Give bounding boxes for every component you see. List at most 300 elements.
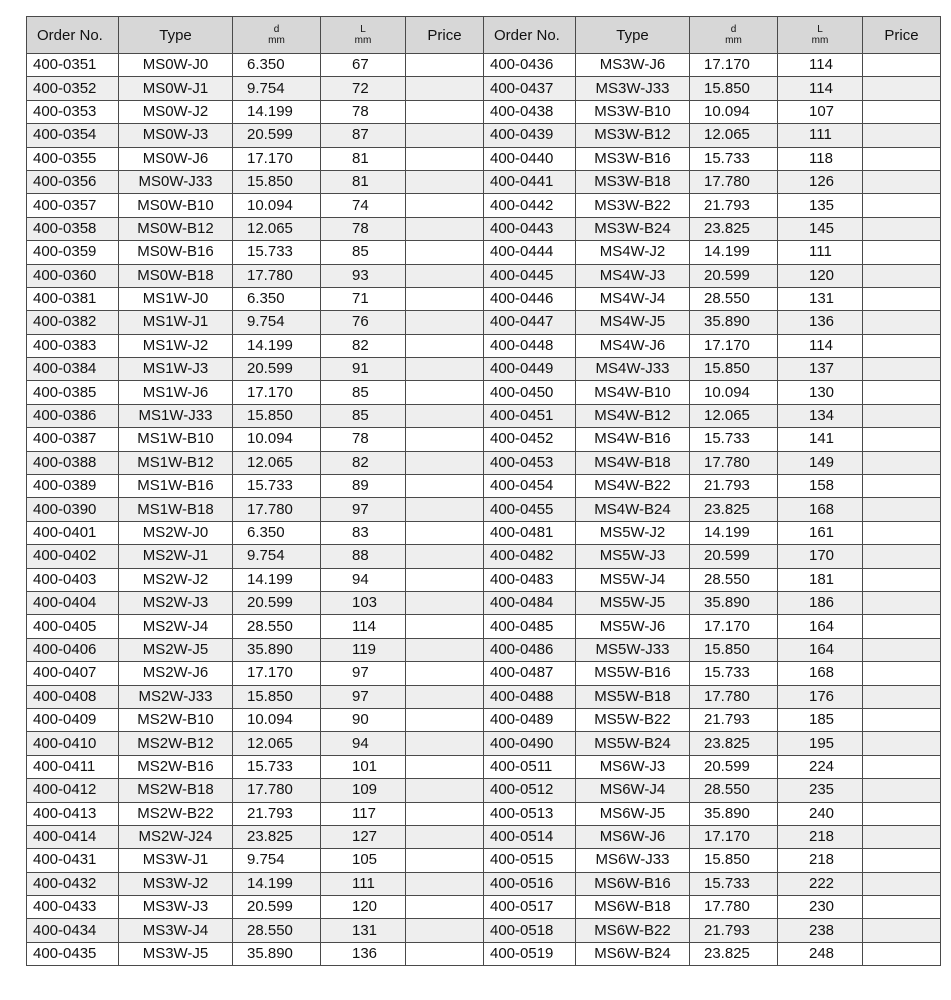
type-cell: MS2W-J24 [119, 825, 233, 848]
type-cell: MS1W-B12 [119, 451, 233, 474]
header-type-right: Type [576, 17, 690, 54]
d-cell: 17.780 [690, 896, 778, 919]
l-cell: 74 [321, 194, 406, 217]
type-cell: MS0W-J3 [119, 124, 233, 147]
l-cell: 94 [321, 732, 406, 755]
d-cell: 21.793 [690, 708, 778, 731]
type-cell: MS1W-J2 [119, 334, 233, 357]
header-d-symbol: d [273, 23, 280, 35]
order-no-cell: 400-0483 [484, 568, 576, 591]
order-no-cell: 400-0402 [27, 545, 119, 568]
l-cell: 78 [321, 100, 406, 123]
order-no-cell: 400-0411 [27, 755, 119, 778]
order-no-cell: 400-0386 [27, 404, 119, 427]
type-cell: MS1W-B10 [119, 428, 233, 451]
type-cell: MS4W-B10 [576, 381, 690, 404]
price-cell [406, 264, 484, 287]
type-cell: MS6W-J6 [576, 825, 690, 848]
type-cell: MS6W-J4 [576, 779, 690, 802]
price-cell [406, 77, 484, 100]
l-cell: 230 [778, 896, 863, 919]
order-no-cell: 400-0481 [484, 521, 576, 544]
order-no-cell: 400-0440 [484, 147, 576, 170]
d-cell: 10.094 [233, 194, 321, 217]
price-cell [406, 896, 484, 919]
table-header [27, 17, 941, 54]
table-row [27, 638, 941, 661]
order-no-cell: 400-0443 [484, 217, 576, 240]
order-no-cell: 400-0408 [27, 685, 119, 708]
order-no-cell: 400-0432 [27, 872, 119, 895]
price-cell [406, 919, 484, 942]
price-cell [406, 545, 484, 568]
l-cell: 78 [321, 428, 406, 451]
price-cell [406, 381, 484, 404]
header-order-no-left: Order No. [27, 17, 119, 54]
d-cell: 15.850 [233, 685, 321, 708]
order-no-cell: 400-0441 [484, 170, 576, 193]
l-cell: 240 [778, 802, 863, 825]
l-cell: 164 [778, 638, 863, 661]
d-cell: 15.733 [690, 872, 778, 895]
price-cell [406, 404, 484, 427]
order-no-cell: 400-0433 [27, 896, 119, 919]
l-cell: 97 [321, 685, 406, 708]
d-cell: 28.550 [233, 615, 321, 638]
table-row [27, 147, 941, 170]
l-cell: 76 [321, 311, 406, 334]
type-cell: MS4W-J2 [576, 241, 690, 264]
type-cell: MS6W-J3 [576, 755, 690, 778]
type-cell: MS3W-J33 [576, 77, 690, 100]
table-row [27, 124, 941, 147]
l-cell: 134 [778, 404, 863, 427]
type-cell: MS6W-B18 [576, 896, 690, 919]
type-cell: MS5W-J6 [576, 615, 690, 638]
d-cell: 15.733 [690, 428, 778, 451]
table-row [27, 404, 941, 427]
order-no-cell: 400-0387 [27, 428, 119, 451]
table-row [27, 849, 941, 872]
order-no-cell: 400-0405 [27, 615, 119, 638]
type-cell: MS1W-B16 [119, 475, 233, 498]
price-cell [406, 521, 484, 544]
d-cell: 17.170 [233, 147, 321, 170]
d-cell: 6.350 [233, 54, 321, 77]
price-cell [406, 498, 484, 521]
price-cell [406, 802, 484, 825]
d-cell: 12.065 [690, 124, 778, 147]
l-cell: 218 [778, 825, 863, 848]
price-cell [863, 311, 941, 334]
order-no-cell: 400-0409 [27, 708, 119, 731]
type-cell: MS6W-B24 [576, 942, 690, 965]
d-cell: 17.170 [233, 662, 321, 685]
table-row [27, 77, 941, 100]
order-no-cell: 400-0437 [484, 77, 576, 100]
price-cell [863, 194, 941, 217]
type-cell: MS3W-J3 [119, 896, 233, 919]
type-cell: MS4W-B16 [576, 428, 690, 451]
l-cell: 145 [778, 217, 863, 240]
d-cell: 21.793 [690, 194, 778, 217]
type-cell: MS3W-J6 [576, 54, 690, 77]
table-row [27, 662, 941, 685]
d-cell: 15.850 [690, 849, 778, 872]
type-cell: MS2W-B22 [119, 802, 233, 825]
order-no-cell: 400-0512 [484, 779, 576, 802]
price-cell [406, 54, 484, 77]
price-cell [863, 287, 941, 310]
table-row [27, 708, 941, 731]
price-cell [863, 147, 941, 170]
l-cell: 119 [321, 638, 406, 661]
d-cell: 20.599 [233, 591, 321, 614]
price-cell [406, 170, 484, 193]
l-cell: 218 [778, 849, 863, 872]
d-cell: 9.754 [233, 545, 321, 568]
price-cell [863, 170, 941, 193]
order-no-cell: 400-0514 [484, 825, 576, 848]
table-row [27, 100, 941, 123]
price-cell [863, 685, 941, 708]
d-cell: 17.780 [233, 498, 321, 521]
order-no-cell: 400-0436 [484, 54, 576, 77]
l-cell: 195 [778, 732, 863, 755]
header-d-left [233, 17, 321, 54]
type-cell: MS5W-J33 [576, 638, 690, 661]
table-row [27, 334, 941, 357]
l-cell: 161 [778, 521, 863, 544]
l-cell: 114 [778, 77, 863, 100]
order-no-cell: 400-0511 [484, 755, 576, 778]
table-row [27, 264, 941, 287]
type-cell: MS2W-B18 [119, 779, 233, 802]
order-no-cell: 400-0447 [484, 311, 576, 334]
l-cell: 81 [321, 147, 406, 170]
price-cell [863, 802, 941, 825]
l-cell: 126 [778, 170, 863, 193]
d-cell: 15.733 [233, 755, 321, 778]
type-cell: MS2W-B10 [119, 708, 233, 731]
price-cell [406, 100, 484, 123]
d-cell: 15.850 [690, 77, 778, 100]
order-no-cell: 400-0388 [27, 451, 119, 474]
table-row [27, 498, 941, 521]
d-cell: 23.825 [233, 825, 321, 848]
price-cell [406, 311, 484, 334]
price-cell [406, 849, 484, 872]
type-cell: MS5W-B24 [576, 732, 690, 755]
l-cell: 118 [778, 147, 863, 170]
order-no-cell: 400-0357 [27, 194, 119, 217]
d-cell: 17.780 [690, 685, 778, 708]
price-cell [863, 849, 941, 872]
l-cell: 186 [778, 591, 863, 614]
d-cell: 15.850 [690, 638, 778, 661]
order-no-cell: 400-0385 [27, 381, 119, 404]
d-cell: 17.170 [690, 54, 778, 77]
d-cell: 10.094 [233, 708, 321, 731]
l-cell: 164 [778, 615, 863, 638]
type-cell: MS2W-B12 [119, 732, 233, 755]
price-cell [863, 358, 941, 381]
l-cell: 120 [778, 264, 863, 287]
type-cell: MS2W-J4 [119, 615, 233, 638]
l-cell: 89 [321, 475, 406, 498]
table-row [27, 942, 941, 965]
type-cell: MS6W-J33 [576, 849, 690, 872]
d-cell: 10.094 [233, 428, 321, 451]
type-cell: MS4W-J5 [576, 311, 690, 334]
order-no-cell: 400-0484 [484, 591, 576, 614]
d-cell: 17.780 [690, 451, 778, 474]
order-no-cell: 400-0445 [484, 264, 576, 287]
l-cell: 235 [778, 779, 863, 802]
l-cell: 158 [778, 475, 863, 498]
price-cell [863, 615, 941, 638]
price-list-table-container [26, 16, 941, 966]
d-cell: 35.890 [690, 311, 778, 334]
price-cell [863, 919, 941, 942]
order-no-cell: 400-0486 [484, 638, 576, 661]
type-cell: MS4W-B18 [576, 451, 690, 474]
order-no-cell: 400-0446 [484, 287, 576, 310]
l-cell: 109 [321, 779, 406, 802]
l-cell: 136 [321, 942, 406, 965]
type-cell: MS5W-J2 [576, 521, 690, 544]
price-cell [863, 381, 941, 404]
order-no-cell: 400-0439 [484, 124, 576, 147]
l-cell: 120 [321, 896, 406, 919]
type-cell: MS0W-B18 [119, 264, 233, 287]
order-no-cell: 400-0412 [27, 779, 119, 802]
d-cell: 20.599 [233, 358, 321, 381]
l-cell: 81 [321, 170, 406, 193]
price-cell [406, 124, 484, 147]
price-cell [406, 779, 484, 802]
type-cell: MS2W-J5 [119, 638, 233, 661]
price-cell [406, 217, 484, 240]
price-cell [863, 77, 941, 100]
table-row [27, 732, 941, 755]
order-no-cell: 400-0515 [484, 849, 576, 872]
price-cell [863, 404, 941, 427]
l-cell: 168 [778, 498, 863, 521]
l-cell: 114 [778, 334, 863, 357]
d-cell: 15.850 [233, 404, 321, 427]
price-cell [406, 638, 484, 661]
price-cell [863, 591, 941, 614]
d-cell: 28.550 [690, 779, 778, 802]
l-cell: 82 [321, 334, 406, 357]
d-cell: 20.599 [233, 124, 321, 147]
table-row [27, 428, 941, 451]
order-no-cell: 400-0482 [484, 545, 576, 568]
order-no-cell: 400-0435 [27, 942, 119, 965]
order-no-cell: 400-0406 [27, 638, 119, 661]
price-cell [406, 942, 484, 965]
d-cell: 23.825 [690, 498, 778, 521]
type-cell: MS5W-J5 [576, 591, 690, 614]
table-row [27, 896, 941, 919]
d-cell: 14.199 [690, 521, 778, 544]
price-cell [406, 147, 484, 170]
table-row [27, 825, 941, 848]
type-cell: MS2W-J0 [119, 521, 233, 544]
l-cell: 181 [778, 568, 863, 591]
order-no-cell: 400-0488 [484, 685, 576, 708]
d-cell: 23.825 [690, 942, 778, 965]
type-cell: MS3W-J4 [119, 919, 233, 942]
order-no-cell: 400-0383 [27, 334, 119, 357]
order-no-cell: 400-0407 [27, 662, 119, 685]
d-cell: 6.350 [233, 521, 321, 544]
l-cell: 101 [321, 755, 406, 778]
table-row [27, 568, 941, 591]
table-row [27, 287, 941, 310]
l-cell: 185 [778, 708, 863, 731]
type-cell: MS3W-J1 [119, 849, 233, 872]
table-row [27, 685, 941, 708]
l-cell: 72 [321, 77, 406, 100]
order-no-cell: 400-0356 [27, 170, 119, 193]
order-no-cell: 400-0358 [27, 217, 119, 240]
price-cell [863, 241, 941, 264]
header-l-left [321, 17, 406, 54]
l-cell: 107 [778, 100, 863, 123]
price-cell [863, 451, 941, 474]
d-cell: 10.094 [690, 100, 778, 123]
header-l-unit: mm [354, 35, 372, 46]
l-cell: 149 [778, 451, 863, 474]
l-cell: 137 [778, 358, 863, 381]
l-cell: 130 [778, 381, 863, 404]
order-no-cell: 400-0359 [27, 241, 119, 264]
l-cell: 97 [321, 498, 406, 521]
header-l-symbol: L [817, 23, 823, 35]
table-row [27, 381, 941, 404]
l-cell: 111 [778, 124, 863, 147]
order-no-cell: 400-0451 [484, 404, 576, 427]
type-cell: MS5W-J4 [576, 568, 690, 591]
order-no-cell: 400-0382 [27, 311, 119, 334]
price-cell [406, 475, 484, 498]
l-cell: 135 [778, 194, 863, 217]
d-cell: 14.199 [233, 100, 321, 123]
d-cell: 17.780 [690, 170, 778, 193]
order-no-cell: 400-0516 [484, 872, 576, 895]
l-cell: 82 [321, 451, 406, 474]
d-cell: 9.754 [233, 77, 321, 100]
type-cell: MS1W-J0 [119, 287, 233, 310]
d-cell: 15.850 [233, 170, 321, 193]
l-cell: 85 [321, 381, 406, 404]
table-row [27, 54, 941, 77]
order-no-cell: 400-0352 [27, 77, 119, 100]
l-cell: 114 [321, 615, 406, 638]
price-cell [406, 825, 484, 848]
price-cell [863, 475, 941, 498]
type-cell: MS3W-B18 [576, 170, 690, 193]
l-cell: 168 [778, 662, 863, 685]
d-cell: 12.065 [233, 451, 321, 474]
type-cell: MS4W-J6 [576, 334, 690, 357]
price-cell [406, 662, 484, 685]
d-cell: 35.890 [233, 942, 321, 965]
price-cell [406, 428, 484, 451]
d-cell: 20.599 [690, 264, 778, 287]
order-no-cell: 400-0444 [484, 241, 576, 264]
order-no-cell: 400-0355 [27, 147, 119, 170]
l-cell: 78 [321, 217, 406, 240]
price-cell [406, 591, 484, 614]
l-cell: 141 [778, 428, 863, 451]
type-cell: MS0W-J0 [119, 54, 233, 77]
d-cell: 21.793 [690, 475, 778, 498]
price-list-table [26, 16, 941, 966]
type-cell: MS2W-J3 [119, 591, 233, 614]
l-cell: 127 [321, 825, 406, 848]
type-cell: MS6W-B22 [576, 919, 690, 942]
d-cell: 15.733 [690, 662, 778, 685]
order-no-cell: 400-0519 [484, 942, 576, 965]
price-cell [863, 545, 941, 568]
type-cell: MS0W-J2 [119, 100, 233, 123]
price-cell [863, 217, 941, 240]
l-cell: 111 [321, 872, 406, 895]
l-cell: 248 [778, 942, 863, 965]
order-no-cell: 400-0410 [27, 732, 119, 755]
type-cell: MS3W-B16 [576, 147, 690, 170]
header-d-unit: mm [268, 35, 285, 46]
l-cell: 91 [321, 358, 406, 381]
table-row [27, 755, 941, 778]
table-row [27, 919, 941, 942]
order-no-cell: 400-0360 [27, 264, 119, 287]
price-cell [863, 732, 941, 755]
type-cell: MS3W-B12 [576, 124, 690, 147]
l-cell: 90 [321, 708, 406, 731]
price-cell [406, 334, 484, 357]
order-no-cell: 400-0455 [484, 498, 576, 521]
type-cell: MS5W-B22 [576, 708, 690, 731]
order-no-cell: 400-0390 [27, 498, 119, 521]
d-cell: 17.170 [690, 334, 778, 357]
order-no-cell: 400-0384 [27, 358, 119, 381]
header-order-no-right: Order No. [484, 17, 576, 54]
table-row [27, 521, 941, 544]
d-cell: 23.825 [690, 217, 778, 240]
type-cell: MS4W-B22 [576, 475, 690, 498]
order-no-cell: 400-0449 [484, 358, 576, 381]
header-type-left: Type [119, 17, 233, 54]
d-cell: 6.350 [233, 287, 321, 310]
price-cell [863, 521, 941, 544]
table-row [27, 217, 941, 240]
l-cell: 94 [321, 568, 406, 591]
header-price-left: Price [406, 17, 484, 54]
price-cell [406, 241, 484, 264]
d-cell: 12.065 [233, 732, 321, 755]
price-cell [406, 615, 484, 638]
type-cell: MS1W-B18 [119, 498, 233, 521]
price-cell [863, 638, 941, 661]
d-cell: 35.890 [690, 802, 778, 825]
l-cell: 93 [321, 264, 406, 287]
price-cell [406, 732, 484, 755]
d-cell: 12.065 [233, 217, 321, 240]
